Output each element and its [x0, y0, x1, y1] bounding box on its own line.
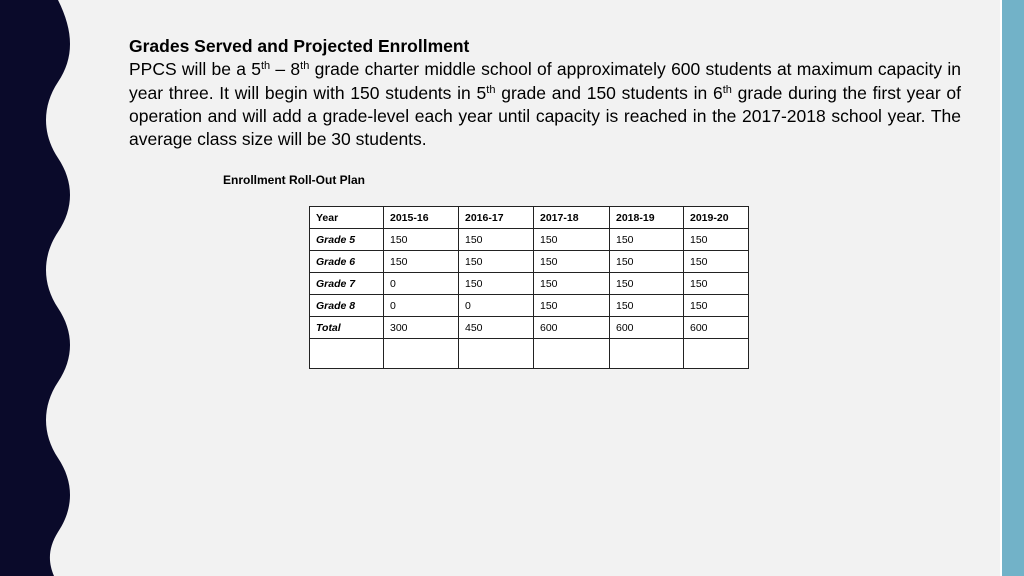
- table-row-label: Grade 7: [310, 273, 384, 295]
- table-row: [310, 317, 749, 339]
- table-row: [310, 251, 749, 273]
- superscript: th: [486, 83, 496, 96]
- right-stripe-divider: [1000, 0, 1002, 576]
- table-cell: 150: [684, 295, 749, 317]
- paragraph-text: grade during the first year of operation and will add a grade-level each year until capacity is reached in the 2017-2018 school year. The average class size will be 30 students.: [129, 82, 961, 150]
- table-cell: [459, 339, 534, 369]
- table-cell: 150: [684, 251, 749, 273]
- table-cell: 150: [684, 273, 749, 295]
- table-cell: 150: [459, 251, 534, 273]
- table-row: [310, 295, 749, 317]
- table-row-label: Total: [310, 317, 384, 339]
- table-cell: 150: [459, 273, 534, 295]
- table-row: [310, 273, 749, 295]
- table-cell: 150: [459, 229, 534, 251]
- superscript: th: [300, 60, 310, 73]
- paragraph-text: PPCS will be a 5: [129, 59, 261, 80]
- table-cell: [310, 339, 384, 369]
- table-row: [310, 339, 749, 369]
- left-decorative-band: [0, 0, 90, 576]
- table-cell: 150: [534, 295, 610, 317]
- slide-heading: Grades Served and Projected Enrollment: [129, 36, 470, 56]
- enrollment-table: [309, 206, 749, 369]
- table-cell: 150: [610, 295, 684, 317]
- table-cell: [610, 339, 684, 369]
- table-header-cell: 2017-18: [534, 207, 610, 229]
- table-cell: [534, 339, 610, 369]
- slide-paragraph: [129, 58, 961, 151]
- table-cell: 600: [684, 317, 749, 339]
- table-header-cell: 2019-20: [684, 207, 749, 229]
- table-cell: 150: [684, 229, 749, 251]
- table-cell: 150: [534, 229, 610, 251]
- table-cell: 0: [384, 295, 459, 317]
- slide-text: [129, 35, 961, 151]
- table-row-label: Grade 8: [310, 295, 384, 317]
- table-cell: 300: [384, 317, 459, 339]
- table-cell: [384, 339, 459, 369]
- table-header-row: [310, 207, 749, 229]
- table-header-cell: Year: [310, 207, 384, 229]
- table-cell: 0: [459, 295, 534, 317]
- table-cell: 150: [534, 251, 610, 273]
- right-accent-stripe: [1000, 0, 1024, 576]
- superscript: th: [722, 83, 732, 96]
- table-cell: 450: [459, 317, 534, 339]
- paragraph-text: – 8: [270, 59, 301, 80]
- table-header-cell: 2015-16: [384, 207, 459, 229]
- table-caption: Enrollment Roll-Out Plan: [223, 173, 366, 187]
- table-header-cell: 2016-17: [459, 207, 534, 229]
- table-row-label: Grade 6: [310, 251, 384, 273]
- superscript: th: [260, 60, 271, 73]
- table-cell: 150: [610, 251, 684, 273]
- table-cell: 150: [610, 273, 684, 295]
- paragraph-text: grade charter middle school of approximately 600 students at maximum capacity in year three. It will begin with 150 students in 5: [129, 59, 961, 103]
- table-cell: 0: [384, 273, 459, 295]
- table-cell: 150: [534, 273, 610, 295]
- table-row-label: Grade 5: [310, 229, 384, 251]
- table-cell: [684, 339, 749, 369]
- table-cell: 150: [384, 229, 459, 251]
- paragraph-text: grade and 150 students in 6: [495, 82, 723, 103]
- table-header-cell: 2018-19: [610, 207, 684, 229]
- table-cell: 600: [534, 317, 610, 339]
- table-cell: 150: [384, 251, 459, 273]
- table-cell: 600: [610, 317, 684, 339]
- table-row: [310, 229, 749, 251]
- table-cell: 150: [610, 229, 684, 251]
